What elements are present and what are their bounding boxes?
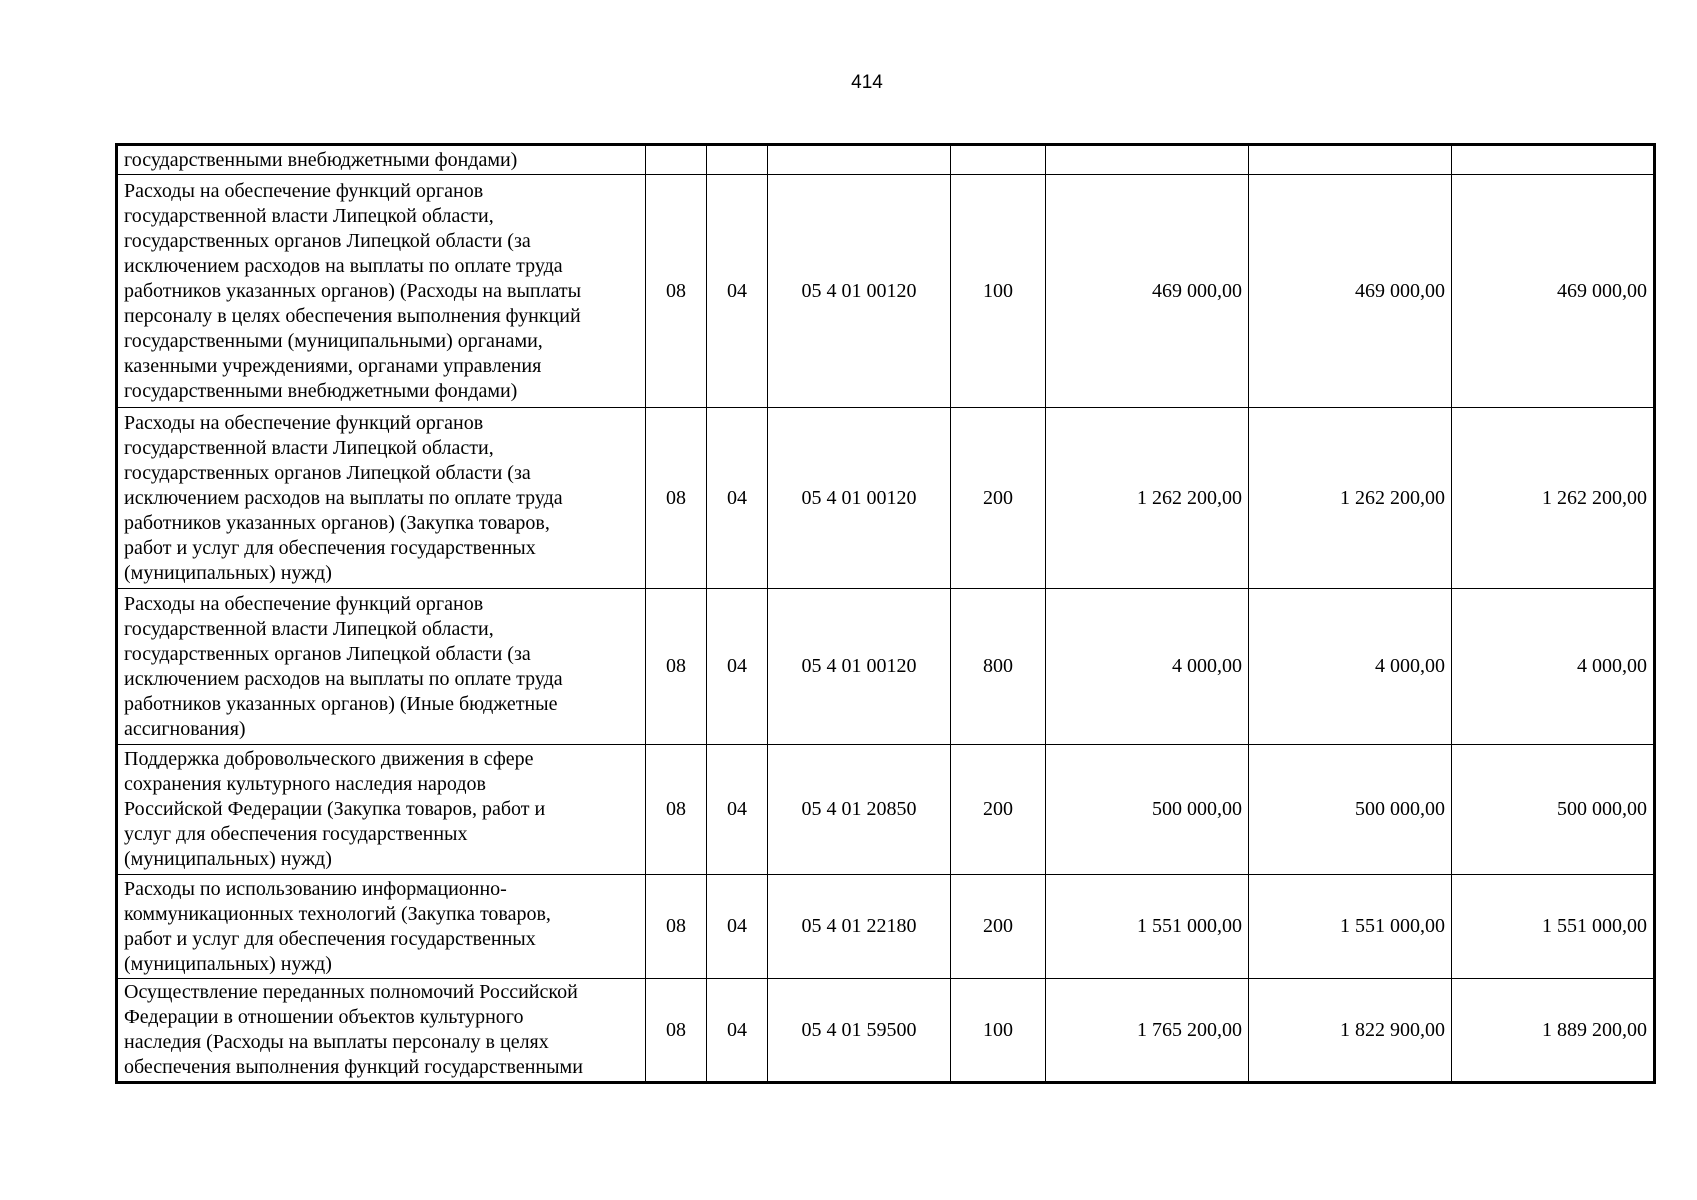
expense-type-cell: 200 <box>951 875 1046 979</box>
section-cell: 08 <box>646 875 707 979</box>
amount-year-3-cell: 1 551 000,00 <box>1452 875 1655 979</box>
expense-type-cell: 100 <box>951 979 1046 1083</box>
table-row <box>117 979 1655 1083</box>
amount-year-3-cell: 4 000,00 <box>1452 589 1655 745</box>
expense-name-cell: государственными внебюджетными фондами) <box>117 145 646 175</box>
expense-name-cell: Поддержка добровольческого движения в сфере сохранения культурного наследия народов Российской Федерации (Закупка товаров, работ и услуг для обеспечения государственных (муниципальных) нужд) <box>117 745 646 875</box>
table-row <box>117 175 1655 408</box>
amount-year-2-cell: 469 000,00 <box>1249 175 1452 408</box>
amount-year-3-cell <box>1452 145 1655 175</box>
section-cell: 08 <box>646 745 707 875</box>
page-number: 414 <box>851 72 883 93</box>
section-cell: 08 <box>646 175 707 408</box>
amount-year-1-cell: 4 000,00 <box>1046 589 1249 745</box>
target-article-cell: 05 4 01 00120 <box>768 175 951 408</box>
amount-year-1-cell: 1 262 200,00 <box>1046 408 1249 589</box>
amount-year-3-cell: 469 000,00 <box>1452 175 1655 408</box>
table-row <box>117 875 1655 979</box>
amount-year-3-cell: 500 000,00 <box>1452 745 1655 875</box>
target-article-cell: 05 4 01 00120 <box>768 408 951 589</box>
subsection-cell: 04 <box>707 175 768 408</box>
expense-name-cell: Расходы на обеспечение функций органов государственной власти Липецкой области, государственных органов Липецкой области (за исключением расходов на выплаты по оплате труда работников указанных органов) (Расходы на выплаты персоналу в целях обеспечения выполнения функций государственными (муниципальными) органами, казенными учреждениями, органами управления государственными внебюджетными фондами) <box>117 175 646 408</box>
target-article-cell <box>768 145 951 175</box>
section-cell <box>646 145 707 175</box>
expense-type-cell: 200 <box>951 745 1046 875</box>
target-article-cell: 05 4 01 20850 <box>768 745 951 875</box>
amount-year-1-cell: 1 765 200,00 <box>1046 979 1249 1083</box>
expense-name-cell: Осуществление переданных полномочий Российской Федерации в отношении объектов культурного наследия (Расходы на выплаты персоналу в целях обеспечения выполнения функций государственными <box>117 979 646 1083</box>
amount-year-1-cell: 469 000,00 <box>1046 175 1249 408</box>
expense-type-cell <box>951 145 1046 175</box>
budget-table-body <box>117 145 1655 1083</box>
amount-year-3-cell: 1 889 200,00 <box>1452 979 1655 1083</box>
expense-name-cell: Расходы на обеспечение функций органов государственной власти Липецкой области, государственных органов Липецкой области (за исключением расходов на выплаты по оплате труда работников указанных органов) (Иные бюджетные ассигнования) <box>117 589 646 745</box>
amount-year-2-cell: 1 551 000,00 <box>1249 875 1452 979</box>
amount-year-2-cell <box>1249 145 1452 175</box>
amount-year-2-cell: 4 000,00 <box>1249 589 1452 745</box>
target-article-cell: 05 4 01 22180 <box>768 875 951 979</box>
target-article-cell: 05 4 01 00120 <box>768 589 951 745</box>
amount-year-2-cell: 1 822 900,00 <box>1249 979 1452 1083</box>
amount-year-2-cell: 1 262 200,00 <box>1249 408 1452 589</box>
budget-table <box>115 143 1656 1084</box>
subsection-cell: 04 <box>707 589 768 745</box>
subsection-cell: 04 <box>707 408 768 589</box>
table-row <box>117 745 1655 875</box>
table-row <box>117 145 1655 175</box>
subsection-cell: 04 <box>707 979 768 1083</box>
table-row <box>117 589 1655 745</box>
amount-year-1-cell: 1 551 000,00 <box>1046 875 1249 979</box>
section-cell: 08 <box>646 589 707 745</box>
expense-type-cell: 200 <box>951 408 1046 589</box>
table-row <box>117 408 1655 589</box>
subsection-cell: 04 <box>707 745 768 875</box>
expense-type-cell: 100 <box>951 175 1046 408</box>
amount-year-3-cell: 1 262 200,00 <box>1452 408 1655 589</box>
subsection-cell: 04 <box>707 875 768 979</box>
target-article-cell: 05 4 01 59500 <box>768 979 951 1083</box>
expense-type-cell: 800 <box>951 589 1046 745</box>
amount-year-1-cell <box>1046 145 1249 175</box>
section-cell: 08 <box>646 408 707 589</box>
amount-year-1-cell: 500 000,00 <box>1046 745 1249 875</box>
section-cell: 08 <box>646 979 707 1083</box>
expense-name-cell: Расходы на обеспечение функций органов государственной власти Липецкой области, государственных органов Липецкой области (за исключением расходов на выплаты по оплате труда работников указанных органов) (Закупка товаров, работ и услуг для обеспечения государственных (муниципальных) нужд) <box>117 408 646 589</box>
expense-name-cell: Расходы по использованию информационно- коммуникационных технологий (Закупка товаров, работ и услуг для обеспечения государственных (муниципальных) нужд) <box>117 875 646 979</box>
amount-year-2-cell: 500 000,00 <box>1249 745 1452 875</box>
subsection-cell <box>707 145 768 175</box>
